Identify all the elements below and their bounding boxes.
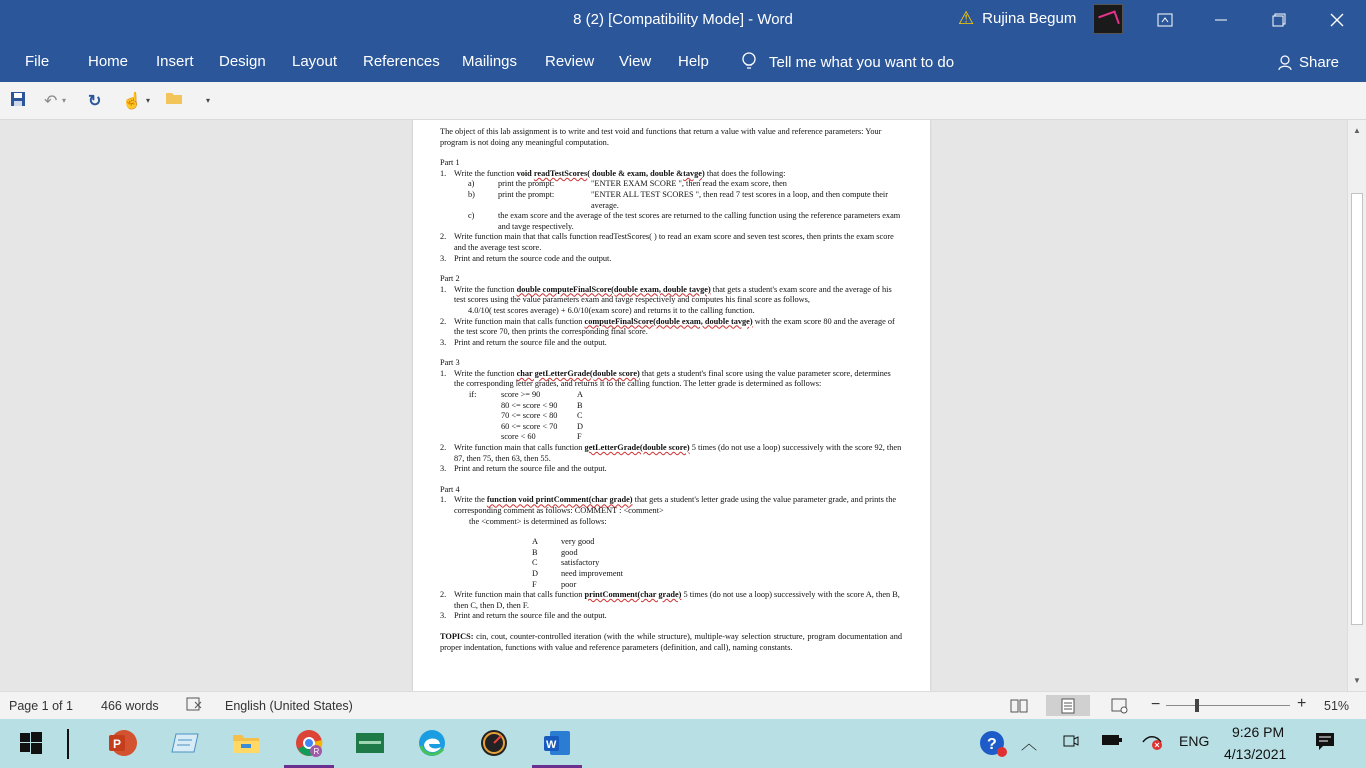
grade-row: 60 <= score < 70 D [501, 421, 583, 431]
clock-date[interactable]: 4/13/2021 [1224, 746, 1287, 762]
close-icon[interactable] [1314, 0, 1360, 40]
part4-heading: Part 4 [440, 484, 460, 494]
grade-row: if: score >= 90 A [469, 390, 583, 400]
vertical-scrollbar[interactable] [1347, 120, 1366, 691]
list-item: b) print the prompt: "ENTER ALL TEST SCORES ", then read 7 test scores in a loop, and then compute their average. [468, 189, 888, 210]
app-icon[interactable] [353, 726, 387, 760]
word-icon[interactable] [540, 726, 574, 760]
list-item: 3. Print and return the source code and the output. [440, 253, 612, 263]
zoom-level[interactable]: 51% [1324, 699, 1350, 713]
list-item: 2. Write function main that calls function printComment(char grade) 5 times (do not use a loop) successively with the score A, then B, then C, then D, then F. [440, 590, 900, 610]
list-item: 1. Write the function double computeFinalScore(double exam, double tavge) that gets a student's exam score and the average of his test scores using the value parameters exam and tavge respectively and computes his final score as follows, 4.0/10( test scores average) + 6.0/10(exam score) and returns it to the calling function. [440, 284, 892, 315]
zoom-in-icon[interactable]: + [1297, 695, 1307, 712]
quick-access-toolbar [0, 82, 1366, 120]
tab-file[interactable]: File [25, 53, 50, 70]
scroll-down-icon[interactable]: ▼ [1353, 676, 1361, 685]
minimize-icon[interactable] [1198, 0, 1244, 40]
comment-row: B good [532, 547, 578, 557]
topics-paragraph: TOPICS: cin, cout, counter-controlled iteration (with the while structure), multiple-way selection structure, program documentation and proper indentation, functions with value and reference parameters (definition, and call), naming constants. [440, 631, 902, 652]
grade-row: score < 60 F [501, 432, 582, 442]
tab-mailings[interactable]: Mailings [462, 53, 518, 70]
tell-me-search[interactable] [741, 52, 954, 72]
zoom-slider[interactable] [1166, 705, 1290, 706]
save-icon[interactable] [10, 91, 26, 112]
tell-me-label: Tell me what you want to do [769, 53, 955, 71]
redo-icon[interactable]: ↻ [88, 93, 102, 110]
list-item: 2. Write function main that calls function computeFinalScore(double exam, double tavge) with the exam score 80 and the average of the test score 70, then prints the corresponding final score. [440, 316, 895, 337]
lightbulb-icon [741, 52, 757, 72]
help-icon[interactable] [976, 726, 1010, 760]
grade-row: 70 <= score < 80 C [501, 411, 583, 421]
tab-help[interactable]: Help [678, 53, 709, 70]
part3-heading: Part 3 [440, 358, 460, 368]
proofing-icon[interactable] [186, 697, 204, 715]
touch-mode-icon[interactable]: ☝ [122, 93, 142, 110]
list-item: 3. Print and return the source file and the output. [440, 464, 607, 474]
svg-text:?: ? [987, 736, 997, 753]
avatar[interactable] [1093, 4, 1123, 34]
scroll-up-icon[interactable]: ▲ [1353, 126, 1361, 135]
clock-time[interactable]: 9:26 PM [1232, 724, 1285, 740]
scroll-thumb[interactable] [1351, 193, 1363, 625]
start-icon[interactable] [14, 726, 48, 760]
zoom-slider-thumb[interactable] [1195, 699, 1199, 712]
word-count[interactable]: 466 words [101, 699, 159, 713]
taskbar [0, 719, 1366, 768]
language[interactable]: English (United States) [225, 699, 353, 713]
tab-review[interactable]: Review [545, 53, 595, 70]
task-view-icon[interactable] [67, 729, 69, 759]
document-page[interactable] [413, 120, 930, 691]
tab-view[interactable]: View [619, 53, 652, 70]
list-item: 2. Write function main that calls function getLetterGrade(double score) 5 times (do not use a loop) successively with the score 92, then 87, then 75, then 63, then 55. [440, 443, 902, 463]
page-count[interactable]: Page 1 of 1 [9, 699, 73, 713]
customize-qat-icon[interactable]: ▾ [206, 96, 211, 105]
grade-row: 80 <= score < 90 B [501, 400, 583, 410]
tab-design[interactable]: Design [219, 53, 266, 70]
comment-row: A very good [532, 537, 595, 547]
file-explorer-icon[interactable] [229, 726, 263, 760]
comment-row: C satisfactory [532, 558, 600, 568]
edge-icon[interactable] [415, 726, 449, 760]
zoom-out-icon[interactable]: − [1151, 696, 1161, 713]
network-icon[interactable] [1142, 733, 1164, 754]
print-layout-icon[interactable] [1046, 695, 1090, 716]
web-layout-icon[interactable] [1106, 695, 1134, 716]
list-item: 3. Print and return the source file and the output. [440, 337, 607, 347]
status-bar [0, 691, 1366, 719]
part1-heading: Part 1 [440, 158, 460, 168]
input-language[interactable]: ENG [1179, 733, 1210, 749]
list-item: 1. Write the function char getLetterGrade(double score) that gets a student's final score using the value parameter score, determines the corresponding letter grades, and returns it to the calling function. The letter grade is determined as follows: [440, 368, 891, 389]
open-folder-icon[interactable] [165, 91, 183, 110]
ribbon-display-options-icon[interactable] [1142, 0, 1188, 40]
part2-heading: Part 2 [440, 274, 460, 284]
meet-now-icon[interactable] [1063, 733, 1079, 752]
user-name: Rujina Begum [982, 9, 1077, 27]
tab-references[interactable]: References [363, 53, 440, 70]
comment-row: F poor [532, 579, 577, 589]
list-item: 2. Write function main that that calls function readTestScores( ) to read an exam score and seven test scores, then prints the exam score and the average test score. [440, 232, 894, 252]
tab-layout[interactable]: Layout [292, 53, 338, 70]
person-icon [1278, 55, 1294, 71]
intro-paragraph: The object of this lab assignment is to write and test void and functions that return a value with value and reference parameters: Your program is not doing any meaningful computation. [440, 127, 882, 147]
list-item: a) print the prompt: "ENTER EXAM SCORE ", then read the exam score, then [468, 179, 787, 189]
undo-dropdown-icon[interactable]: ▾ [62, 96, 67, 105]
battery-icon[interactable] [1101, 733, 1123, 750]
touch-dropdown-icon[interactable]: ▾ [146, 96, 151, 105]
warning-icon[interactable]: ⚠ [958, 8, 975, 28]
user-area[interactable] [958, 9, 1076, 27]
list-item: 1. Write the function void readTestScores( double & exam, double &tavge) that does the following: [440, 168, 786, 178]
powerpoint-icon[interactable] [105, 726, 139, 760]
title-bar [0, 0, 1366, 40]
read-mode-icon[interactable] [1005, 695, 1033, 716]
restore-icon[interactable] [1256, 0, 1302, 40]
svg-text:R: R [313, 747, 320, 756]
list-item: 1. Write the function void printComment(char grade) that gets a student's letter grade using the value parameter grade, and prints the corresponding comment as follows: COMMENT : <comment> the <comment> is determined as follows: [440, 495, 897, 526]
svg-text:P: P [113, 737, 122, 751]
window-title: 8 (2) [Compatibility Mode] - Word [573, 11, 793, 28]
svg-text:W: W [546, 739, 557, 751]
ribbon-tabs [0, 40, 1366, 82]
undo-icon[interactable]: ↶ [44, 93, 58, 110]
tab-insert[interactable]: Insert [156, 53, 194, 70]
list-item: c) the exam score and the average of the test scores are returned to the calling function using the reference parameters exam and tavge respectively. [468, 211, 901, 231]
share-button[interactable] [1278, 54, 1339, 71]
chevron-up-icon[interactable]: ︿ [1021, 736, 1038, 753]
document-area [0, 120, 1347, 691]
notes-app-icon[interactable] [168, 726, 202, 760]
tab-home[interactable]: Home [88, 53, 129, 70]
speedometer-icon[interactable] [477, 726, 511, 760]
chrome-icon[interactable] [292, 726, 326, 760]
share-label: Share [1299, 54, 1340, 71]
notifications-icon[interactable] [1315, 732, 1335, 755]
list-item: 3. Print and return the source file and the output. [440, 611, 607, 621]
comment-row: D need improvement [532, 568, 623, 578]
